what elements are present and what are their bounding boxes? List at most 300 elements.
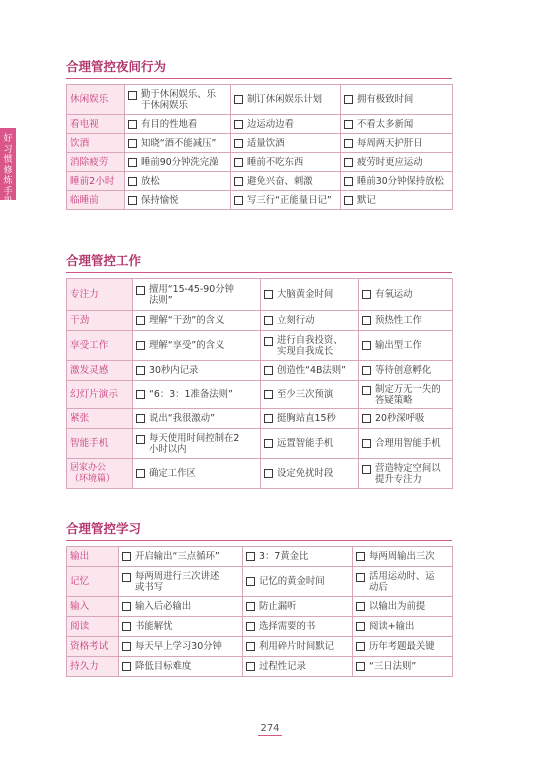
row-label-text: 消除疲劳 — [70, 156, 109, 168]
checklist-item-content — [356, 661, 449, 672]
checklist-item-text: 大脑黄金时间 — [277, 289, 334, 300]
checklist-item-text: 活用运动时、运 动后 — [369, 570, 435, 593]
checkbox[interactable] — [344, 196, 353, 205]
checklist-item-text: 书能解忧 — [135, 621, 173, 632]
checklist-item — [341, 172, 453, 191]
checklist-item-text: 设定免扰时段 — [277, 468, 334, 479]
checklist-item — [133, 409, 261, 429]
checkbox[interactable] — [234, 196, 243, 205]
checklist-item — [125, 115, 231, 134]
checklist-item-text: 等待创意孵化 — [375, 365, 432, 376]
checklist-item-text: 不看太多新闻 — [357, 118, 414, 130]
checklist-item-text: 保持愉悦 — [141, 194, 179, 206]
checklist-item — [243, 657, 353, 677]
row-label-text: 幻灯片演示 — [70, 389, 118, 400]
checklist-item-content — [362, 365, 449, 376]
row-label — [67, 617, 119, 637]
checklist-item-text: 历年考题最关键 — [369, 641, 435, 652]
checklist-item — [243, 547, 353, 567]
checklist-item-content — [122, 621, 239, 632]
checkbox[interactable] — [246, 602, 255, 611]
checklist-item-content — [344, 157, 449, 168]
checklist-item-text: 勤于休闲娱乐、乐 于休闲娱乐 — [141, 88, 217, 111]
checkbox[interactable] — [136, 435, 145, 444]
table-row — [67, 115, 453, 134]
checklist-item-text: 说出“我很激动” — [149, 413, 215, 424]
checkbox[interactable] — [362, 439, 371, 448]
row-label-text: 休闲娱乐 — [70, 94, 109, 105]
checklist-item — [119, 617, 243, 637]
row-label-text: 看电视 — [70, 118, 99, 130]
row-label — [67, 547, 119, 567]
checklist-item-content — [136, 315, 257, 326]
checklist-item-text: 擅用“15-45-90分钟 法则” — [149, 283, 234, 306]
checklist-item — [353, 567, 453, 597]
checklist-item-text: 有氧运动 — [375, 289, 413, 300]
checklist-item-content — [344, 119, 449, 130]
table-row — [67, 567, 453, 597]
checkbox[interactable] — [246, 642, 255, 651]
checklist-item-text: 输入后必输出 — [135, 601, 192, 612]
checklist-item — [125, 191, 231, 210]
row-label-text: 智能手机 — [70, 438, 109, 449]
checklist-item-content — [128, 138, 227, 149]
checklist-item-content — [264, 335, 355, 357]
checklist-item-text: 降低目标难度 — [135, 661, 192, 672]
row-label-text: 临睡前 — [70, 194, 99, 206]
checkbox[interactable] — [136, 366, 145, 375]
checklist-item — [119, 597, 243, 617]
checklist-item — [341, 153, 453, 172]
checklist-item-content — [362, 384, 449, 406]
checklist-item-text: 理解“干劲”的含义 — [149, 315, 225, 326]
checklist-item-text: 边运动边看 — [247, 118, 294, 130]
checklist-item — [359, 459, 453, 489]
checklist-item-text: 输出型工作 — [375, 340, 422, 351]
checklist-item-text: 理解“享受”的含义 — [149, 340, 225, 351]
checkbox[interactable] — [128, 196, 137, 205]
side-tab-char: 炼 — [3, 176, 13, 186]
checklist-item — [261, 409, 359, 429]
side-tab-char: 惯 — [3, 155, 13, 165]
checklist-item-content — [264, 389, 355, 400]
row-label — [67, 85, 125, 115]
checklist-item — [359, 361, 453, 381]
checklist-item-content — [234, 119, 337, 130]
checklist-item-content — [264, 438, 355, 449]
checklist-item-text: 营造特定空间以 提升专注力 — [375, 462, 441, 485]
checkbox[interactable] — [362, 316, 371, 325]
table-row — [67, 279, 453, 311]
row-label-text: 干劲 — [70, 315, 90, 326]
row-label-text: 激发灵感 — [70, 365, 109, 376]
checklist-item-text: 预热性工作 — [375, 315, 422, 326]
table-row — [67, 429, 453, 459]
checklist-item-content — [136, 365, 257, 376]
row-label — [67, 459, 133, 489]
row-label — [67, 172, 125, 191]
checkbox[interactable] — [362, 290, 371, 299]
checklist-item-content — [136, 413, 257, 424]
checkbox[interactable] — [136, 469, 145, 478]
table-row — [67, 331, 453, 361]
section-title: 合理管控学习 — [66, 518, 452, 541]
checklist-item-text: 放松 — [141, 175, 160, 187]
checklist-item-text: 睡前30分钟保持放松 — [357, 175, 444, 187]
checklist-item-content — [356, 551, 449, 562]
side-tab — [0, 128, 16, 207]
checklist-item-text: 睡前90分钟洗完澡 — [141, 156, 219, 168]
checkbox[interactable] — [264, 290, 273, 299]
checklist-item-content — [246, 661, 349, 672]
checklist-item-content — [246, 621, 349, 632]
table-row — [67, 657, 453, 677]
checklist-item-content — [344, 195, 449, 206]
checklist-item-text: 20秒深呼吸 — [375, 413, 425, 424]
checklist-item — [133, 381, 261, 409]
checklist-item — [359, 279, 453, 311]
table-row — [67, 191, 453, 210]
checklist-item — [359, 429, 453, 459]
side-tab-char: 手 — [3, 186, 13, 197]
checklist-item-content — [264, 365, 355, 376]
checklist-item-text: 适量饮酒 — [247, 137, 285, 149]
checkbox[interactable] — [122, 552, 131, 561]
checkbox[interactable] — [264, 366, 273, 375]
checkbox[interactable] — [356, 573, 365, 582]
checklist-item — [261, 279, 359, 311]
row-label-text: 输入 — [70, 601, 90, 612]
checklist-item-text: 远置智能手机 — [277, 438, 334, 449]
checklist-item-content — [122, 641, 239, 652]
checklist-item-content — [128, 176, 227, 187]
checklist-item-text: 阅读+输出 — [369, 621, 415, 632]
checkbox[interactable] — [264, 439, 273, 448]
checklist-item-text: 每天使用时间控制在2 小时以内 — [149, 432, 240, 455]
checkbox[interactable] — [128, 177, 137, 186]
table-row — [67, 311, 453, 331]
checklist-item — [353, 547, 453, 567]
checklist-item-content — [344, 176, 449, 187]
table-row — [67, 409, 453, 429]
checklist-item — [353, 617, 453, 637]
checklist-item — [261, 331, 359, 361]
checklist-item-content — [362, 438, 449, 449]
checklist-item — [341, 85, 453, 115]
row-label — [67, 279, 133, 311]
row-label — [67, 331, 133, 361]
checklist-item-text: 每周两天护肝日 — [357, 137, 423, 149]
checklist-item — [243, 597, 353, 617]
checklist-item-text: 避免兴奋、刺激 — [247, 175, 313, 187]
checklist-item-text: 立刻行动 — [277, 315, 315, 326]
checklist-item-content — [356, 571, 449, 593]
checklist-item-content — [362, 463, 449, 485]
row-label-text: 睡前2小时 — [70, 175, 115, 187]
row-label-text: 居家办公 （环境篇） — [70, 463, 116, 484]
row-label — [67, 567, 119, 597]
checkbox[interactable] — [344, 95, 353, 104]
checklist-item-content — [246, 641, 349, 652]
checklist-item — [353, 657, 453, 677]
checklist-item-content — [234, 195, 337, 206]
checklist-item-text: 制订休闲娱乐计划 — [247, 94, 323, 105]
checkbox[interactable] — [234, 177, 243, 186]
checklist-item — [119, 547, 243, 567]
checklist-table — [66, 546, 453, 677]
checklist-item — [133, 429, 261, 459]
checkbox[interactable] — [356, 552, 365, 561]
checkbox[interactable] — [122, 662, 131, 671]
checklist-item — [231, 115, 341, 134]
checklist-item-content — [246, 551, 349, 562]
checkbox[interactable] — [344, 158, 353, 167]
table-row — [67, 361, 453, 381]
checkbox[interactable] — [344, 120, 353, 129]
checklist-item-content — [356, 601, 449, 612]
checklist-item — [261, 429, 359, 459]
checklist-item — [119, 657, 243, 677]
row-label — [67, 657, 119, 677]
checklist-item-text: 有目的性地看 — [141, 118, 198, 130]
checklist-item-content — [264, 315, 355, 326]
checklist-item-text: 拥有极致时间 — [357, 94, 414, 105]
checkbox[interactable] — [128, 139, 137, 148]
checklist-item-text: 制定万无一失的 答疑策略 — [375, 383, 441, 406]
checklist-item-content — [128, 157, 227, 168]
checkbox[interactable] — [128, 91, 137, 100]
row-label — [67, 637, 119, 657]
row-label — [67, 134, 125, 153]
checkbox[interactable] — [264, 469, 273, 478]
row-label-text: 输出 — [70, 551, 90, 562]
checklist-item-content — [246, 576, 349, 587]
table-row — [67, 547, 453, 567]
checkbox[interactable] — [344, 177, 353, 186]
checklist-item — [231, 134, 341, 153]
checkbox[interactable] — [356, 602, 365, 611]
checklist-item-content — [122, 661, 239, 672]
checkbox[interactable] — [136, 286, 145, 295]
checklist-item — [125, 85, 231, 115]
row-label-text: 享受工作 — [70, 340, 109, 351]
checklist-item-content — [136, 433, 257, 455]
table-row — [67, 637, 453, 657]
checklist-item-text: 确定工作区 — [149, 468, 196, 479]
row-label — [67, 311, 133, 331]
checklist-item — [243, 567, 353, 597]
checkbox[interactable] — [234, 158, 243, 167]
checkbox[interactable] — [356, 622, 365, 631]
checklist-item-content — [234, 138, 337, 149]
checkbox[interactable] — [234, 139, 243, 148]
checkbox[interactable] — [122, 602, 131, 611]
table-row — [67, 617, 453, 637]
table-row — [67, 172, 453, 191]
row-label — [67, 381, 133, 409]
table-row — [67, 381, 453, 409]
checklist-item-content — [264, 289, 355, 300]
checklist-item-content — [344, 138, 449, 149]
checklist-item-text: 挺胸站直15秒 — [277, 413, 336, 424]
checklist-item-text: 选择需要的书 — [259, 621, 316, 632]
checklist-item — [243, 617, 353, 637]
side-tab-char: 习 — [3, 144, 13, 155]
table-row — [67, 134, 453, 153]
side-tab-char: 册 — [3, 197, 13, 207]
checkbox[interactable] — [122, 622, 131, 631]
row-label — [67, 115, 125, 134]
checklist-item-content — [128, 119, 227, 130]
checkbox[interactable] — [362, 366, 371, 375]
checklist-item-content — [362, 289, 449, 300]
checkbox[interactable] — [356, 662, 365, 671]
checklist-table — [66, 278, 453, 489]
checkbox[interactable] — [362, 341, 371, 350]
checkbox[interactable] — [264, 316, 273, 325]
checkbox[interactable] — [128, 158, 137, 167]
checklist-item-content — [128, 195, 227, 206]
checklist-item-content — [128, 89, 227, 111]
checkbox[interactable] — [136, 316, 145, 325]
checklist-item-text: 过程性记录 — [259, 661, 306, 672]
checklist-item-text: 至少三次预演 — [277, 389, 334, 400]
checklist-item — [125, 153, 231, 172]
section-night — [66, 56, 452, 210]
checklist-item-content — [264, 413, 355, 424]
checklist-item-text: 30秒内记录 — [149, 365, 199, 376]
checkbox[interactable] — [356, 642, 365, 651]
checklist-item-content — [362, 413, 449, 424]
checklist-item-text: 写三行“正能量日记” — [247, 194, 332, 206]
checklist-item — [231, 172, 341, 191]
row-label — [67, 191, 125, 210]
checklist-item-text: 防止漏听 — [259, 601, 297, 612]
checklist-item — [359, 381, 453, 409]
checklist-item-content — [362, 340, 449, 351]
checklist-item — [119, 637, 243, 657]
row-label-text: 资格考试 — [70, 641, 109, 652]
checkbox[interactable] — [264, 337, 273, 346]
checkbox[interactable] — [128, 120, 137, 129]
checkbox[interactable] — [234, 120, 243, 129]
checkbox[interactable] — [122, 642, 131, 651]
checklist-item-text: 开启输出“三点循环” — [135, 551, 220, 562]
checkbox[interactable] — [344, 139, 353, 148]
checklist-item-text: 每两周进行三次讲述 或书写 — [135, 570, 220, 593]
checklist-item — [125, 134, 231, 153]
checkbox[interactable] — [246, 577, 255, 586]
checklist-item-text: 默记 — [357, 194, 376, 206]
checklist-item — [133, 279, 261, 311]
checklist-item-content — [122, 601, 239, 612]
checkbox[interactable] — [264, 390, 273, 399]
section-study — [66, 518, 452, 677]
checklist-item-text: 创造性“4B法则” — [277, 365, 346, 376]
checkbox[interactable] — [362, 386, 371, 395]
row-label — [67, 429, 133, 459]
row-label-text: 饮酒 — [70, 137, 90, 149]
checklist-item — [341, 115, 453, 134]
checklist-item — [125, 172, 231, 191]
table-row — [67, 597, 453, 617]
checklist-item — [261, 459, 359, 489]
checkbox[interactable] — [234, 95, 243, 104]
checklist-item — [231, 85, 341, 115]
checklist-item-content — [122, 571, 239, 593]
checkbox[interactable] — [136, 390, 145, 399]
checklist-item — [133, 459, 261, 489]
row-label — [67, 361, 133, 381]
table-row — [67, 85, 453, 115]
side-tab-char: 好 — [3, 134, 13, 144]
checklist-item — [261, 361, 359, 381]
checklist-item-content — [356, 621, 449, 632]
checklist-item — [243, 637, 353, 657]
checklist-item — [261, 381, 359, 409]
row-label — [67, 409, 133, 429]
checkbox[interactable] — [246, 662, 255, 671]
checklist-item-content — [136, 284, 257, 306]
checklist-item — [119, 567, 243, 597]
checklist-item-text: 3：7黄金比 — [259, 551, 309, 562]
checklist-item-content — [356, 641, 449, 652]
checklist-item-text: 睡前不吃东西 — [247, 156, 304, 168]
checkbox[interactable] — [362, 465, 371, 474]
checklist-item — [353, 597, 453, 617]
checklist-item — [231, 191, 341, 210]
checklist-item-content — [344, 94, 449, 105]
checklist-item-text: 每两周输出三次 — [369, 551, 435, 562]
checklist-item-text: 进行自我投资、 实现自我成长 — [277, 334, 343, 357]
checklist-item — [341, 191, 453, 210]
row-label-text: 阅读 — [70, 621, 90, 632]
checklist-item — [133, 361, 261, 381]
checklist-table — [66, 84, 453, 210]
table-row — [67, 153, 453, 172]
row-label-text: 紧张 — [70, 413, 90, 424]
checkbox[interactable] — [246, 622, 255, 631]
row-label — [67, 153, 125, 172]
checklist-item-text: 每天早上学习30分钟 — [135, 641, 222, 652]
checkbox[interactable] — [136, 341, 145, 350]
checkbox[interactable] — [246, 552, 255, 561]
checklist-item-content — [264, 468, 355, 479]
table-row — [67, 459, 453, 489]
checklist-item-text: 记忆的黄金时间 — [259, 576, 325, 587]
checklist-item-content — [234, 94, 337, 105]
section-work — [66, 250, 452, 489]
checkbox[interactable] — [136, 414, 145, 423]
checklist-item-content — [136, 389, 257, 400]
checklist-item — [341, 134, 453, 153]
checklist-item-content — [234, 176, 337, 187]
checkbox[interactable] — [264, 414, 273, 423]
checklist-item — [231, 153, 341, 172]
checklist-item-text: 知晓“酒不能减压” — [141, 137, 217, 149]
row-label-text: 专注力 — [70, 289, 99, 300]
checklist-item-content — [136, 468, 257, 479]
checklist-item — [133, 311, 261, 331]
checklist-item-content — [136, 340, 257, 351]
checklist-item-content — [362, 315, 449, 326]
checklist-item-text: 合理用智能手机 — [375, 438, 441, 449]
checkbox[interactable] — [362, 414, 371, 423]
checkbox[interactable] — [122, 573, 131, 582]
row-label — [67, 597, 119, 617]
checklist-item — [353, 637, 453, 657]
checklist-item — [133, 331, 261, 361]
